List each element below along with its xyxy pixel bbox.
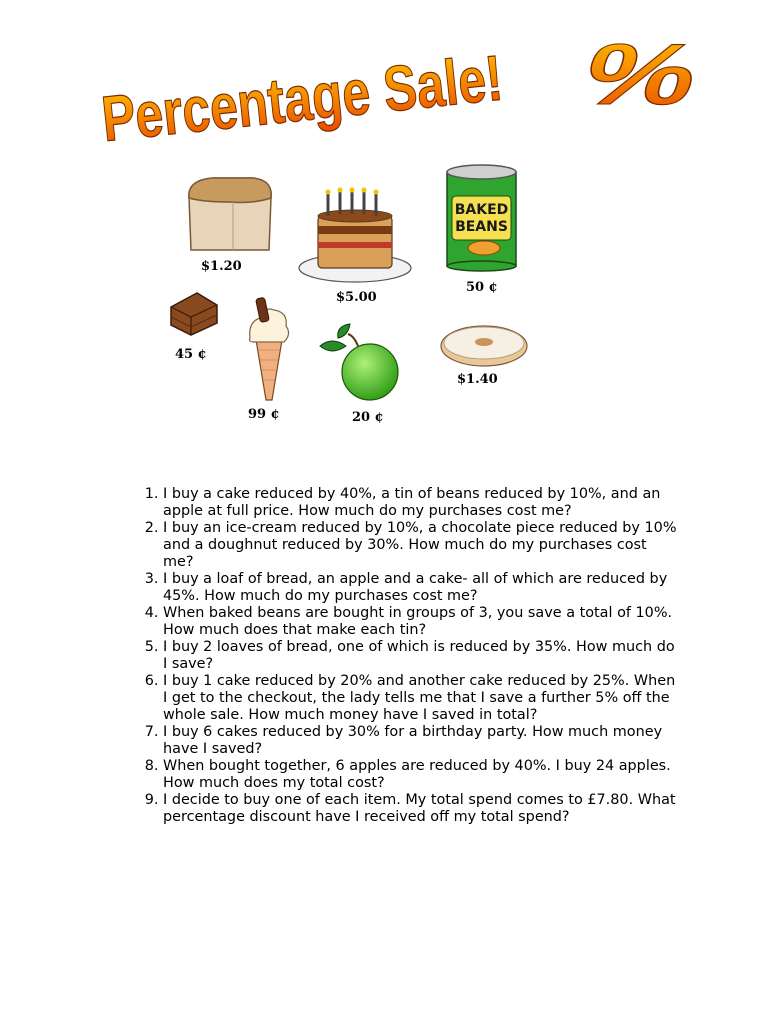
bread-item (183, 174, 275, 256)
ice-cream-cone-icon (244, 296, 294, 404)
question-list (140, 486, 678, 826)
chocolate-price: 45 ¢ (175, 347, 207, 362)
beans-price: 50 ¢ (466, 280, 498, 295)
question-item: 3. I buy a loaf of bread, an apple and a cake- all of which are reduced by 45%. How much do my purchases cost me? (163, 571, 678, 605)
question-item: 4. When baked beans are bought in groups of 3, you save a total of 10%. How much does that make each tin? (163, 605, 678, 639)
percent-symbol: % (570, 26, 712, 124)
cake-item (298, 186, 413, 286)
icecream-price: 99 ¢ (248, 407, 280, 422)
title-wordart (95, 40, 515, 156)
birthday-cake-icon (298, 186, 413, 286)
chocolate-item (167, 287, 221, 337)
percent-symbol-wordart (570, 26, 723, 124)
question-item: 8. When bought together, 6 apples are reduced by 40%. I buy 24 apples. How much does my total cost? (163, 758, 678, 792)
beans-label-line1: BAKED (454, 202, 509, 218)
doughnut-icon (439, 322, 529, 368)
question-item: 1. I buy a cake reduced by 40%, a tin of beans reduced by 10%, and an apple at full price. How much do my purchases cost me? (163, 486, 678, 520)
baked-beans-can-icon (444, 164, 519, 272)
bread-price: $1.20 (201, 259, 242, 274)
beans-label-line2: BEANS (455, 219, 508, 235)
apple-item (318, 322, 402, 402)
chocolate-piece-icon (167, 287, 221, 337)
bread-loaf-icon (183, 174, 275, 256)
icecream-item (244, 296, 294, 404)
apple-price: 20 ¢ (352, 410, 384, 425)
doughnut-item (439, 322, 529, 368)
question-item: 7. I buy 6 cakes reduced by 30% for a birthday party. How much money have I saved? (163, 724, 678, 758)
question-item: 5. I buy 2 loaves of bread, one of which is reduced by 35%. How much do I save? (163, 639, 678, 673)
apple-icon (318, 322, 402, 402)
doughnut-price: $1.40 (457, 372, 498, 387)
cake-price: $5.00 (336, 290, 377, 305)
page-title: Percentage Sale! (98, 42, 506, 156)
question-item: 2. I buy an ice-cream reduced by 10%, a chocolate piece reduced by 10% and a doughnut reduced by 30%. How much do my purchases cost me? (163, 520, 678, 571)
question-item: 9. I decide to buy one of each item. My total spend comes to £7.80. What percentage discount have I received off my total spend? (163, 792, 678, 826)
beans-item (444, 164, 519, 272)
question-item: 6. I buy 1 cake reduced by 20% and another cake reduced by 25%. When I get to the checkout, the lady tells me that I save a further 5% off the whole sale. How much money have I saved in total? (163, 673, 678, 724)
